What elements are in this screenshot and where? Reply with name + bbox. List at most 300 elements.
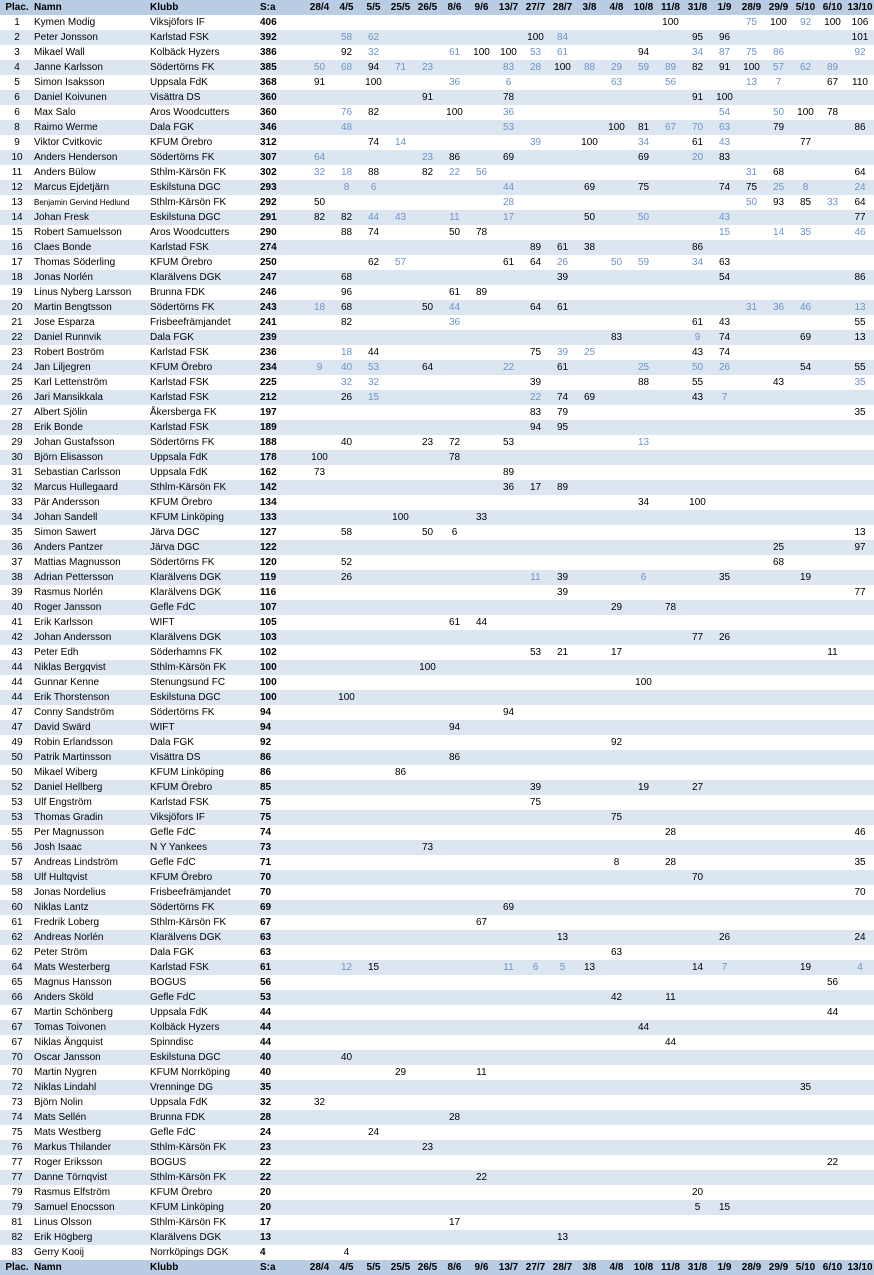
score-cell	[414, 15, 441, 30]
place-cell: 13	[11, 197, 23, 208]
score-cell	[522, 1050, 549, 1065]
score-cell	[684, 180, 711, 195]
score-cell	[360, 990, 387, 1005]
score-cell	[819, 315, 846, 330]
score-cell	[684, 585, 711, 600]
score-cell	[603, 975, 630, 990]
score-cell	[792, 1125, 819, 1140]
score-cell	[684, 450, 711, 465]
score-cell	[360, 690, 387, 705]
score-cell	[495, 270, 522, 285]
score-cell	[657, 345, 684, 360]
score-cell	[684, 210, 711, 225]
score-cell	[441, 420, 468, 435]
place-cell: 6	[0, 90, 34, 105]
score-cell	[846, 495, 874, 510]
club-name: Viksjöfors IF	[150, 810, 258, 825]
score-cell	[792, 510, 819, 525]
score-cell	[630, 1005, 657, 1020]
score-cell	[630, 810, 657, 825]
score-cell	[495, 540, 522, 555]
player-name: Linus Olsson	[34, 1217, 92, 1228]
score-cell	[306, 915, 333, 930]
score-cell	[711, 495, 738, 510]
score-cell	[738, 105, 765, 120]
score-cell	[495, 375, 522, 390]
place-cell: 37	[11, 557, 23, 568]
score-cell	[657, 1245, 684, 1260]
score-cell	[846, 285, 874, 300]
total-score: 100	[258, 690, 306, 705]
score-cell	[387, 495, 414, 510]
score-cell	[657, 480, 684, 495]
table-row	[0, 1245, 874, 1260]
total-score: 307	[258, 150, 306, 165]
score-cell: 88	[637, 377, 650, 388]
score-cell	[819, 945, 846, 960]
score-cell	[657, 465, 684, 480]
score-cell	[657, 435, 684, 450]
score-cell	[387, 1155, 414, 1170]
table-row	[0, 630, 874, 645]
score-cell	[711, 1245, 738, 1260]
score-cell	[657, 1125, 684, 1140]
score-cell	[711, 405, 738, 420]
score-cell	[657, 585, 684, 600]
score-cell	[360, 975, 387, 990]
score-cell: 74	[718, 347, 731, 358]
score-cell	[765, 1200, 792, 1215]
score-cell	[387, 1050, 414, 1065]
score-cell	[576, 225, 603, 240]
score-cell	[495, 495, 522, 510]
score-cell	[630, 630, 657, 645]
score-cell	[738, 480, 765, 495]
score-cell	[657, 210, 684, 225]
score-cell	[819, 1215, 846, 1230]
score-cell	[360, 465, 387, 480]
score-cell	[792, 90, 819, 105]
table-row	[0, 660, 874, 675]
place-cell: 5	[14, 77, 20, 88]
player-name: Andreas Norlén	[34, 930, 150, 945]
footer-date: 5/5	[360, 1260, 387, 1275]
score-cell	[657, 1050, 684, 1065]
score-cell	[684, 1140, 711, 1155]
score-cell: 78	[475, 227, 488, 238]
score-cell: 100	[662, 17, 679, 28]
place-cell: 77	[11, 1157, 23, 1168]
player-name: Niklas Lindahl	[34, 1080, 150, 1095]
score-cell	[495, 15, 522, 30]
score-cell	[576, 690, 603, 705]
score-cell	[441, 825, 468, 840]
score-cell	[306, 285, 333, 300]
score-cell	[495, 1110, 522, 1125]
score-cell	[657, 630, 684, 645]
score-cell	[657, 645, 684, 660]
place-cell: 53	[11, 797, 23, 808]
score-cell: 15	[360, 390, 387, 405]
score-cell: 88	[367, 167, 380, 178]
player-name: Andreas Lindström	[34, 857, 118, 868]
footer-club: Klubb	[150, 1260, 258, 1275]
score-cell	[738, 675, 765, 690]
score-cell	[603, 765, 630, 780]
score-cell	[549, 705, 576, 720]
header-date: 28/4	[306, 0, 333, 15]
score-cell	[711, 75, 738, 90]
score-cell	[414, 135, 441, 150]
score-cell	[495, 330, 522, 345]
score-cell: 39	[529, 137, 542, 148]
score-cell	[468, 465, 495, 480]
score-cell: 91	[313, 77, 326, 88]
score-cell	[441, 1050, 468, 1065]
club-name: Uppsala FdK	[150, 77, 208, 88]
score-cell: 69	[792, 330, 819, 345]
score-cell	[630, 975, 657, 990]
score-cell	[522, 1185, 549, 1200]
score-cell	[603, 555, 630, 570]
score-cell	[360, 930, 387, 945]
score-cell: 36	[495, 480, 522, 495]
score-cell	[549, 285, 576, 300]
score-cell	[468, 975, 495, 990]
player-name: Erik Thorstenson	[34, 690, 150, 705]
club-name: BOGUS	[150, 977, 187, 988]
score-cell: 17	[522, 480, 549, 495]
score-cell	[360, 480, 387, 495]
score-cell	[603, 720, 630, 735]
score-cell	[495, 345, 522, 360]
score-cell	[630, 480, 657, 495]
score-cell	[441, 30, 468, 45]
footer-name: Namn	[34, 1260, 150, 1275]
total-score: 189	[258, 420, 306, 435]
score-cell: 50	[610, 257, 623, 268]
score-cell	[387, 165, 414, 180]
score-cell	[522, 675, 549, 690]
score-cell	[360, 435, 387, 450]
score-cell	[441, 900, 468, 915]
score-cell	[306, 390, 333, 405]
score-cell	[549, 870, 576, 885]
score-cell: 74	[367, 227, 380, 238]
score-cell: 55	[846, 360, 874, 375]
score-cell	[333, 465, 360, 480]
score-cell	[819, 840, 846, 855]
score-cell	[684, 975, 711, 990]
score-cell	[765, 765, 792, 780]
score-cell: 26	[711, 930, 738, 945]
place-cell: 43	[11, 647, 23, 658]
score-cell	[684, 1080, 711, 1095]
score-cell	[792, 990, 819, 1005]
score-cell	[630, 315, 657, 330]
score-cell	[819, 390, 846, 405]
score-cell	[819, 30, 846, 45]
score-cell	[738, 615, 765, 630]
score-cell: 79	[765, 120, 792, 135]
table-row	[0, 495, 874, 510]
score-cell	[846, 1200, 874, 1215]
score-cell	[360, 555, 387, 570]
score-cell	[333, 810, 360, 825]
score-cell: 100	[414, 660, 441, 675]
score-cell	[387, 645, 414, 660]
club-name: Södertörns FK	[150, 300, 258, 315]
score-cell	[684, 915, 711, 930]
score-cell	[495, 990, 522, 1005]
score-cell	[360, 570, 387, 585]
score-cell	[846, 345, 874, 360]
score-cell	[657, 1080, 684, 1095]
score-cell	[603, 390, 630, 405]
score-cell	[819, 360, 846, 375]
score-cell	[414, 780, 441, 795]
footer-place: Plac.	[0, 1260, 34, 1275]
score-cell	[306, 1020, 333, 1035]
score-cell	[630, 750, 657, 765]
score-cell	[306, 1170, 333, 1185]
player-name: Björn Nolin	[34, 1097, 83, 1108]
total-score: 13	[258, 1230, 306, 1245]
score-cell: 27	[684, 780, 711, 795]
score-cell	[576, 1245, 603, 1260]
score-cell: 24	[846, 930, 874, 945]
footer-date: 28/4	[306, 1260, 333, 1275]
score-cell	[576, 840, 603, 855]
score-cell	[441, 960, 468, 975]
score-cell	[495, 1020, 522, 1035]
score-cell	[387, 840, 414, 855]
total-score: 53	[258, 990, 306, 1005]
score-cell	[603, 1020, 630, 1035]
score-cell	[630, 855, 657, 870]
score-cell	[765, 975, 792, 990]
score-cell	[603, 1035, 630, 1050]
score-cell	[657, 930, 684, 945]
table-row	[0, 840, 874, 855]
score-cell	[549, 1170, 576, 1185]
score-cell	[387, 885, 414, 900]
score-cell	[468, 765, 495, 780]
score-cell	[765, 675, 792, 690]
score-cell	[684, 1050, 711, 1065]
score-cell	[630, 690, 657, 705]
score-cell	[333, 1005, 360, 1020]
player-name: Daniel Hellberg	[34, 780, 150, 795]
place-cell: 11	[11, 167, 23, 178]
score-cell	[468, 1200, 495, 1215]
score-cell	[765, 825, 792, 840]
total-score: 40	[258, 1050, 306, 1065]
score-cell	[495, 945, 522, 960]
score-cell	[657, 450, 684, 465]
score-cell	[414, 645, 441, 660]
score-cell	[414, 1095, 441, 1110]
score-cell	[333, 240, 360, 255]
score-cell	[306, 225, 333, 240]
header-date: 28/7	[549, 0, 576, 15]
score-cell	[576, 165, 603, 180]
score-cell	[738, 1080, 765, 1095]
score-cell: 94	[360, 60, 387, 75]
score-cell	[549, 1020, 576, 1035]
score-cell	[846, 480, 874, 495]
score-cell	[441, 495, 468, 510]
score-cell: 6	[505, 77, 512, 88]
score-cell	[414, 930, 441, 945]
total-score: 40	[260, 1067, 272, 1078]
score-cell	[738, 540, 765, 555]
score-cell: 100	[581, 137, 598, 148]
score-cell	[630, 915, 657, 930]
score-cell	[387, 1005, 414, 1020]
score-cell	[306, 600, 333, 615]
score-cell	[765, 570, 792, 585]
score-cell: 50	[772, 107, 785, 118]
total-score: 239	[258, 330, 306, 345]
score-cell	[846, 630, 874, 645]
score-cell	[306, 645, 333, 660]
club-name: Kolbäck Hyzers	[150, 47, 220, 58]
score-cell	[684, 1230, 711, 1245]
score-cell	[819, 780, 846, 795]
score-cell	[603, 750, 630, 765]
score-cell	[630, 555, 657, 570]
score-cell	[657, 1170, 684, 1185]
score-cell	[549, 810, 576, 825]
score-cell	[387, 315, 414, 330]
score-cell	[522, 165, 549, 180]
table-row	[0, 360, 874, 375]
score-cell	[495, 300, 522, 315]
score-cell	[333, 735, 360, 750]
score-cell	[387, 270, 414, 285]
score-cell	[333, 855, 360, 870]
score-cell	[738, 135, 765, 150]
score-cell	[576, 1125, 603, 1140]
score-cell	[387, 390, 414, 405]
score-cell	[738, 585, 765, 600]
score-cell	[576, 570, 603, 585]
score-cell	[630, 1230, 657, 1245]
score-cell	[684, 555, 711, 570]
score-cell	[846, 105, 874, 120]
score-cell	[441, 915, 468, 930]
total-score: 406	[260, 17, 277, 28]
score-cell: 68	[333, 300, 360, 315]
score-cell	[576, 450, 603, 465]
score-cell	[738, 630, 765, 645]
score-cell: 17	[610, 647, 623, 658]
place-cell: 50	[0, 750, 34, 765]
total-score: 312	[260, 137, 277, 148]
score-cell	[765, 990, 792, 1005]
score-cell	[630, 390, 657, 405]
score-cell	[333, 930, 360, 945]
score-cell	[765, 645, 792, 660]
score-cell: 89	[657, 60, 684, 75]
score-cell	[684, 105, 711, 120]
footer-date: 8/6	[441, 1260, 468, 1275]
score-cell	[549, 1065, 576, 1080]
score-cell	[630, 1110, 657, 1125]
score-cell	[441, 195, 468, 210]
score-cell	[495, 690, 522, 705]
score-cell: 29	[394, 1067, 407, 1078]
club-name: Kolbäck Hyzers	[150, 1020, 258, 1035]
score-cell	[387, 915, 414, 930]
score-cell: 61	[556, 47, 569, 58]
score-cell	[576, 90, 603, 105]
player-name: Mats Westberg	[34, 1127, 102, 1138]
score-cell	[630, 720, 657, 735]
score-cell	[549, 600, 576, 615]
score-cell: 68	[772, 167, 785, 178]
place-cell: 56	[0, 840, 34, 855]
score-cell	[765, 1035, 792, 1050]
score-cell	[522, 720, 549, 735]
score-cell	[549, 945, 576, 960]
total-score: 360	[260, 107, 277, 118]
score-cell	[657, 1200, 684, 1215]
total-score: 75	[260, 797, 272, 808]
score-cell	[360, 630, 387, 645]
score-cell	[441, 1200, 468, 1215]
score-cell	[468, 705, 495, 720]
score-cell	[738, 435, 765, 450]
score-cell	[414, 555, 441, 570]
score-cell	[441, 360, 468, 375]
score-cell	[738, 810, 765, 825]
score-cell	[522, 660, 549, 675]
table-row	[0, 465, 874, 480]
score-cell: 77	[799, 137, 812, 148]
score-cell	[819, 900, 846, 915]
score-cell	[522, 750, 549, 765]
club-name: Sthlm-Kärsön FK	[150, 480, 258, 495]
score-cell: 61	[691, 317, 704, 328]
score-cell	[387, 810, 414, 825]
score-cell	[630, 270, 657, 285]
player-name: Erik Karlsson	[34, 617, 93, 628]
score-cell	[738, 765, 765, 780]
score-cell: 23	[414, 1140, 441, 1155]
score-cell: 13	[846, 330, 874, 345]
club-name: Klarälvens DGK	[150, 1230, 258, 1245]
score-cell	[468, 780, 495, 795]
score-cell: 25	[765, 180, 792, 195]
score-cell	[441, 555, 468, 570]
score-cell: 50	[630, 210, 657, 225]
total-score: 17	[260, 1217, 272, 1228]
score-cell	[414, 120, 441, 135]
score-cell	[549, 135, 576, 150]
score-cell	[441, 810, 468, 825]
score-cell: 83	[711, 150, 738, 165]
score-cell	[792, 435, 819, 450]
score-cell	[603, 285, 630, 300]
score-cell	[738, 120, 765, 135]
club-name: Gefle FdC	[150, 827, 196, 838]
score-cell	[414, 1065, 441, 1080]
player-name: Thomas Gradin	[34, 810, 150, 825]
table-row	[0, 810, 874, 825]
score-cell	[684, 795, 711, 810]
